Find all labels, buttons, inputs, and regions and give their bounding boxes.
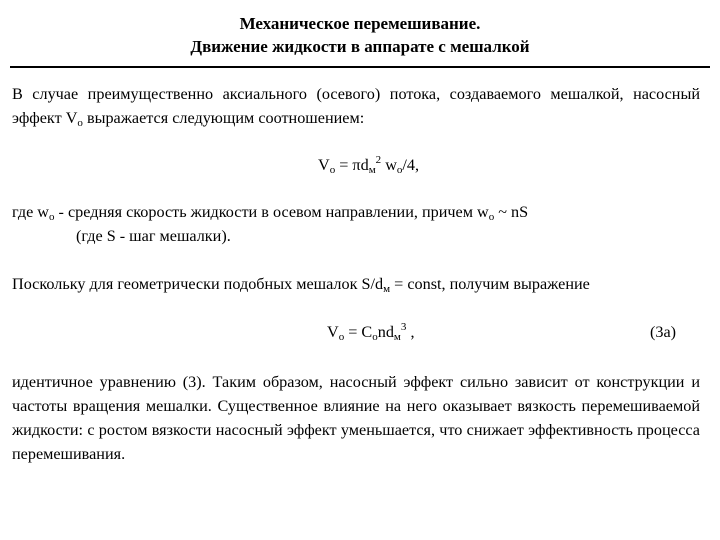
p2-a-sub: о bbox=[49, 211, 55, 223]
f1-square: 2 bbox=[375, 154, 382, 166]
f1-tail: /4, bbox=[402, 156, 420, 174]
p1-sub: о bbox=[77, 117, 83, 129]
f2-c-sub: о bbox=[372, 331, 378, 343]
p3-b: = const, получим выражение bbox=[390, 275, 590, 293]
paragraph-conclusion: идентичное уравнению (3). Таким образом, насосный эффект сильно зависит от конструкции и частоты вращения мешалки. Существенное влияние на него оказывает вязкость перемешиваемой жидкости: с ростом вязкости насосный эффект уменьшается, что снижает эффективность процесса перемешивания. bbox=[12, 373, 700, 463]
f2-cube: 3 bbox=[400, 321, 407, 333]
f1-w-sub: о bbox=[396, 164, 403, 176]
p1-text2: выражается следующим соотношением: bbox=[82, 109, 365, 127]
f2-mid: nd bbox=[377, 323, 394, 341]
f2-v-sub: о bbox=[338, 331, 345, 343]
p3-a-sub: м bbox=[383, 283, 391, 295]
p2-b-sub: о bbox=[488, 211, 495, 223]
f1-eq: = πd bbox=[335, 156, 369, 174]
formula-3a bbox=[327, 320, 414, 344]
equation-number: (3а) bbox=[650, 323, 677, 341]
p2-c: ~ nS bbox=[494, 203, 529, 221]
paragraph-axial-flow bbox=[12, 82, 700, 130]
f2-tail: , bbox=[406, 323, 415, 341]
f1-w: w bbox=[381, 156, 397, 174]
p1-text: В случае преимущественно аксиального (осевого) потока, создаваемого мешалкой, насосный эффект V bbox=[12, 85, 700, 127]
p2-line2: (где S - шаг мешалки). bbox=[76, 227, 231, 245]
title-line-1: Механическое перемешивание. bbox=[239, 14, 481, 33]
paragraph-similar-mixers bbox=[12, 272, 700, 296]
formula-pumping-effect bbox=[318, 153, 419, 177]
f2-v: V bbox=[327, 323, 339, 341]
paragraph-where bbox=[12, 200, 700, 248]
p3-a: Поскольку для геометрически подобных мешалок S/d bbox=[12, 275, 384, 293]
f1-v-sub: о bbox=[329, 164, 336, 176]
f1-d-sub: м bbox=[368, 164, 376, 176]
title-divider bbox=[10, 66, 710, 68]
f2-d-sub: м bbox=[393, 331, 401, 343]
title-line-2: Движение жидкости в аппарате с мешалкой bbox=[190, 37, 530, 56]
p2-a: где w bbox=[12, 203, 49, 221]
f2-eq: = C bbox=[344, 323, 373, 341]
slide-title bbox=[0, 12, 720, 58]
f1-v: V bbox=[318, 156, 330, 174]
p2-b: - средняя скорость жидкости в осевом направлении, причем w bbox=[54, 203, 489, 221]
